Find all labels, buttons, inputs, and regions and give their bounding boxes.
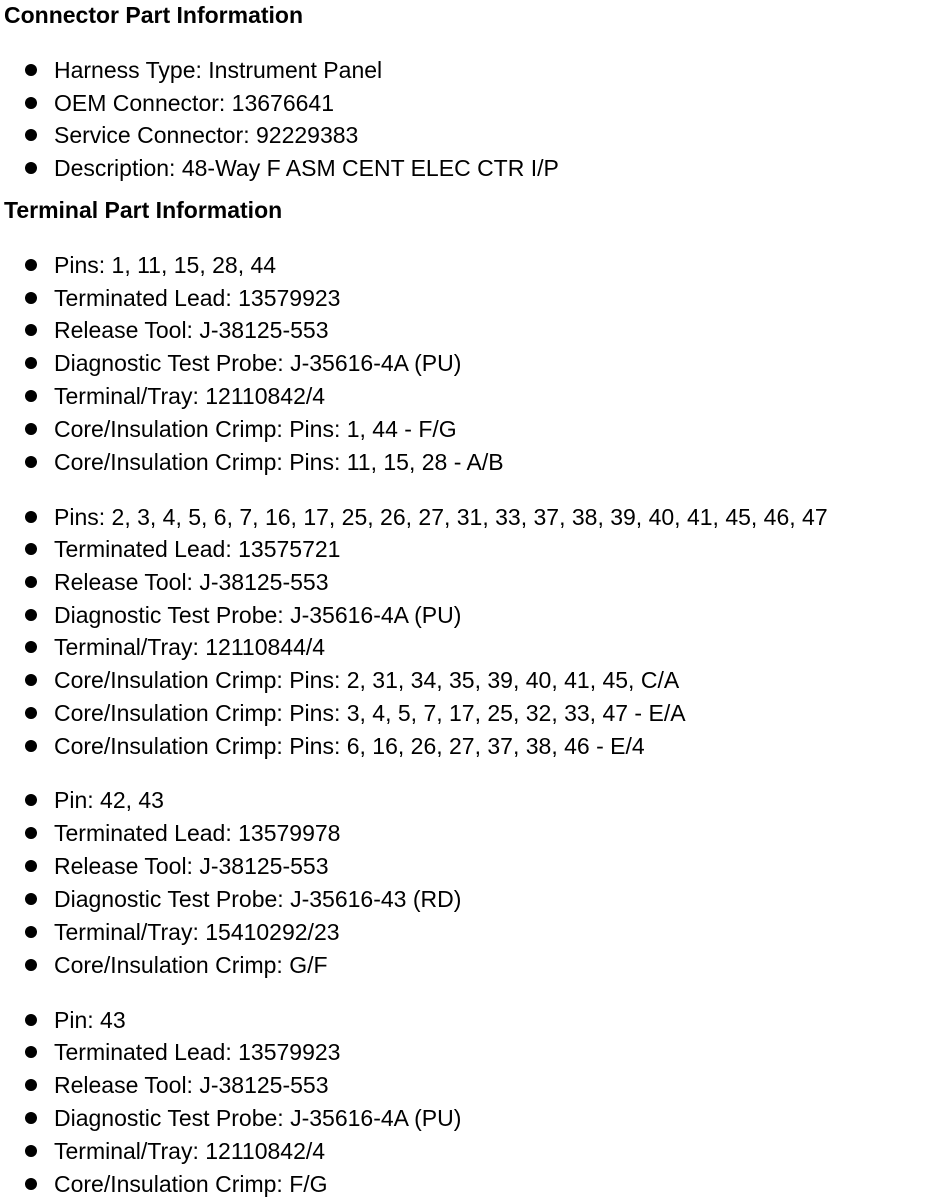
bullet-icon xyxy=(25,543,37,555)
list-item-text: Core/Insulation Crimp: Pins: 1, 44 - F/G xyxy=(54,416,457,442)
list-item-text: Core/Insulation Crimp: Pins: 11, 15, 28 - A/B xyxy=(54,449,504,475)
bullet-icon xyxy=(25,1145,37,1157)
list-item-text: Service Connector: 92229383 xyxy=(54,122,359,148)
list-item-text: Description: 48-Way F ASM CENT ELEC CTR I/P xyxy=(54,155,559,181)
list-item-text: Terminated Lead: 13579923 xyxy=(54,285,341,311)
list-item-text: Diagnostic Test Probe: J-35616-4A (PU) xyxy=(54,602,462,628)
bullet-icon xyxy=(25,609,37,621)
list-item-text: Core/Insulation Crimp: G/F xyxy=(54,952,328,978)
list-item-text: Diagnostic Test Probe: J-35616-4A (PU) xyxy=(54,1105,462,1131)
bullet-icon xyxy=(25,64,37,76)
bullet-icon xyxy=(25,674,37,686)
bullet-icon xyxy=(25,641,37,653)
list-item-text: Terminated Lead: 13579978 xyxy=(54,820,341,846)
bullet-icon xyxy=(25,259,37,271)
bullet-icon xyxy=(25,1046,37,1058)
bullet-icon xyxy=(25,357,37,369)
bullet-icon xyxy=(25,827,37,839)
list-item-text: Release Tool: J-38125-553 xyxy=(54,317,329,343)
list-item-text: Core/Insulation Crimp: Pins: 3, 4, 5, 7, 17, 25, 32, 33, 47 - E/A xyxy=(54,700,686,726)
bullet-icon xyxy=(25,707,37,719)
list-item-text: Pins: 1, 11, 15, 28, 44 xyxy=(54,252,277,278)
list-item-text: Core/Insulation Crimp: Pins: 2, 31, 34, 35, 39, 40, 41, 45, C/A xyxy=(54,667,680,693)
list-item-text: Pin: 43 xyxy=(54,1007,126,1033)
bullet-icon xyxy=(25,1079,37,1091)
bullet-icon xyxy=(25,959,37,971)
list-item-text: Core/Insulation Crimp: Pins: 6, 16, 26, 27, 37, 38, 46 - E/4 xyxy=(54,733,645,759)
list-item-text: Terminated Lead: 13575721 xyxy=(54,536,341,562)
bullet-icon xyxy=(25,162,37,174)
list-item-text: Harness Type: Instrument Panel xyxy=(54,57,383,83)
list-item-text: Release Tool: J-38125-553 xyxy=(54,1072,329,1098)
list-item-text: Terminal/Tray: 12110842/4 xyxy=(54,1138,326,1164)
list-item-text: Terminated Lead: 13579923 xyxy=(54,1039,341,1065)
list-item-text: Release Tool: J-38125-553 xyxy=(54,569,329,595)
bullet-icon xyxy=(25,860,37,872)
bullet-icon xyxy=(25,1178,37,1190)
bullet-icon xyxy=(25,893,37,905)
bullet-icon xyxy=(25,423,37,435)
bullet-icon xyxy=(25,740,37,752)
list-item-text: Pin: 42, 43 xyxy=(54,787,164,813)
list-item-text: Terminal/Tray: 12110842/4 xyxy=(54,383,326,409)
bullet-icon xyxy=(25,576,37,588)
bullet-icon xyxy=(25,97,37,109)
terminal-section-title: Terminal Part Information xyxy=(4,197,283,223)
list-item-text: Terminal/Tray: 15410292/23 xyxy=(54,919,340,945)
list-item-text: Terminal/Tray: 12110844/4 xyxy=(54,634,326,660)
bullet-icon xyxy=(25,129,37,141)
bullet-icon xyxy=(25,390,37,402)
list-item-text: Diagnostic Test Probe: J-35616-43 (RD) xyxy=(54,886,462,912)
list-item-text: Core/Insulation Crimp: F/G xyxy=(54,1171,328,1197)
bullet-icon xyxy=(25,456,37,468)
list-item-text: OEM Connector: 13676641 xyxy=(54,90,335,116)
bullet-icon xyxy=(25,511,37,523)
bullet-icon xyxy=(25,794,37,806)
list-item-text: Release Tool: J-38125-553 xyxy=(54,853,329,879)
bullet-icon xyxy=(25,926,37,938)
list-item-text: Diagnostic Test Probe: J-35616-4A (PU) xyxy=(54,350,462,376)
bullet-icon xyxy=(25,1112,37,1124)
bullet-icon xyxy=(25,292,37,304)
bullet-icon xyxy=(25,1014,37,1026)
bullet-icon xyxy=(25,324,37,336)
list-item-text: Pins: 2, 3, 4, 5, 6, 7, 16, 17, 25, 26, 27, 31, 33, 37, 38, 39, 40, 41, 45, 46, 47 xyxy=(54,504,828,530)
connector-section-title: Connector Part Information xyxy=(4,2,304,28)
